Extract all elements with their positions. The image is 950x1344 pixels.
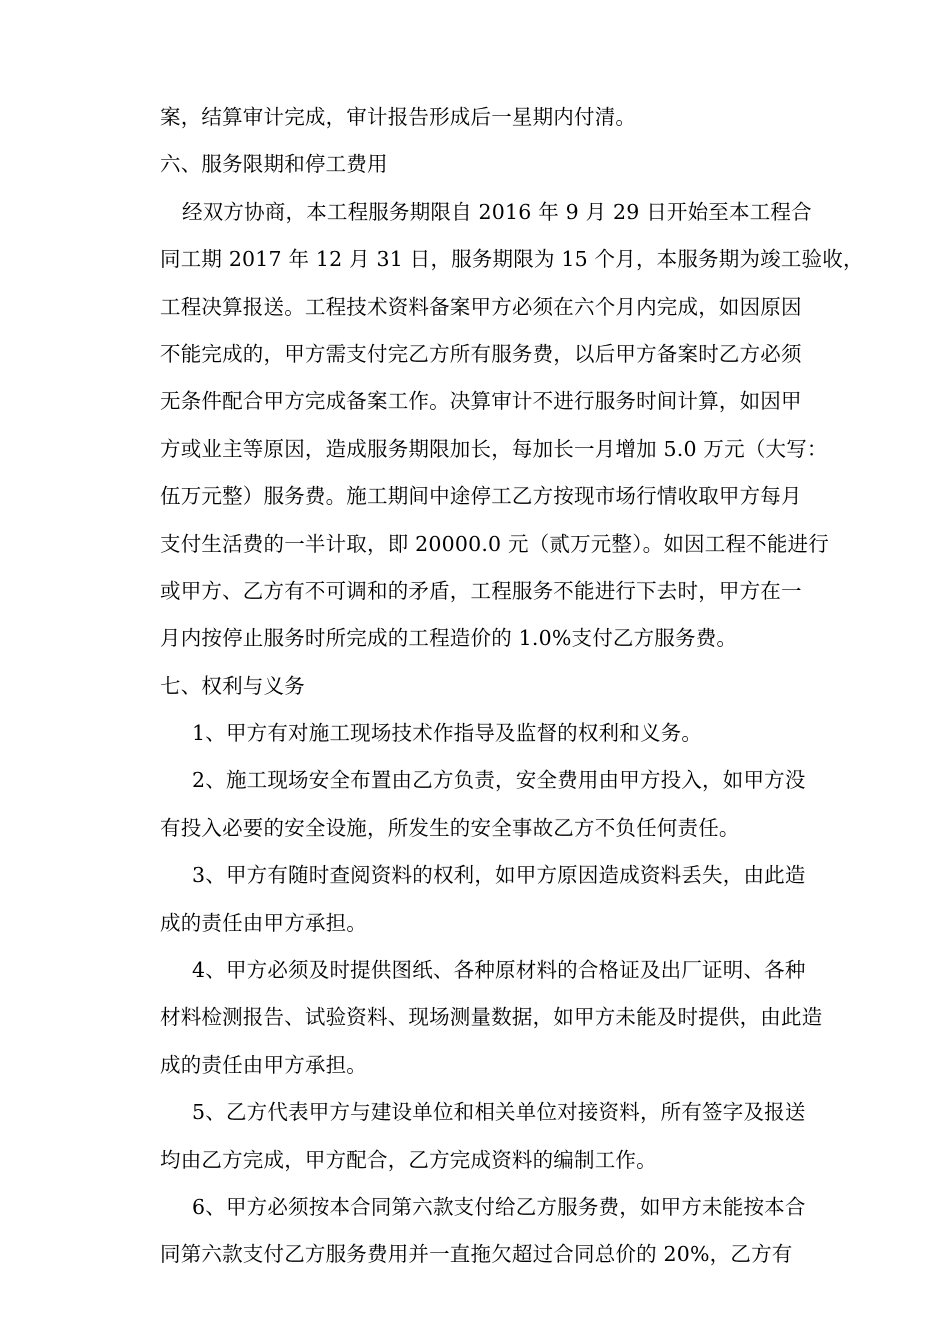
text-line: 无条件配合甲方完成备案工作。决算审计不进行服务时间计算，如因甲 xyxy=(160,389,802,414)
document-body xyxy=(160,94,864,1279)
text-line: 有投入必要的安全设施，所发生的安全事故乙方不负任何责任。 xyxy=(160,815,740,840)
text-line: 或甲方、乙方有不可调和的矛盾，工程服务不能进行下去时，甲方在一 xyxy=(160,578,802,603)
text-line: 同工期 2017 年 12 月 31 日，服务期限为 15 个月，本服务期为竣工验收， xyxy=(160,247,864,272)
text-line: 3、甲方有随时查阅资料的权利，如甲方原因造成资料丢失，由此造 xyxy=(192,863,806,888)
text-line: 案，结算审计完成，审计报告形成后一星期内付清。 xyxy=(160,105,637,129)
section-heading: 六、服务限期和停工费用 xyxy=(160,152,388,177)
text-line: 均由乙方完成，甲方配合，乙方完成资料的编制工作。 xyxy=(160,1147,657,1172)
text-line: 支付生活费的一半计取，即 20000.0 元（贰万元整）。如因工程不能进行 xyxy=(160,531,829,556)
text-line: 1、甲方有对施工现场技术作指导及监督的权利和义务。 xyxy=(192,721,703,746)
text-line: 材料检测报告、试验资料、现场测量数据，如甲方未能及时提供，由此造 xyxy=(160,1005,823,1030)
text-line: 方或业主等原因，造成服务期限加长，每加长一月增加 5.0 万元（大写： xyxy=(160,436,828,461)
text-line: 伍万元整）服务费。施工期间中途停工乙方按现市场行情收取甲方每月 xyxy=(160,484,802,509)
text-line: 成的责任由甲方承担。 xyxy=(160,1052,367,1077)
text-line: 不能完成的，甲方需支付完乙方所有服务费，以后甲方备案时乙方必须 xyxy=(160,341,802,366)
text-line: 成的责任由甲方承担。 xyxy=(160,910,367,935)
text-line: 4、甲方必须及时提供图纸、各种原材料的合格证及出厂证明、各种 xyxy=(192,958,806,983)
section-heading: 七、权利与义务 xyxy=(160,673,305,698)
text-line: 6、甲方必须按本合同第六款支付给乙方服务费，如甲方未能按本合 xyxy=(192,1194,806,1219)
text-line: 2、施工现场安全布置由乙方负责，安全费用由甲方投入，如甲方没 xyxy=(192,768,806,793)
text-line: 经双方协商，本工程服务期限自 2016 年 9 月 29 日开始至本工程合 xyxy=(182,199,812,224)
text-line: 5、乙方代表甲方与建设单位和相关单位对接资料，所有签字及报送 xyxy=(192,1100,806,1125)
text-line: 同第六款支付乙方服务费用并一直拖欠超过合同总价的 20%，乙方有 xyxy=(160,1242,793,1267)
text-line: 月内按停止服务时所完成的工程造价的 1.0%支付乙方服务费。 xyxy=(160,626,738,651)
text-line: 工程决算报送。工程技术资料备案甲方必须在六个月内完成，如因原因 xyxy=(160,294,802,319)
